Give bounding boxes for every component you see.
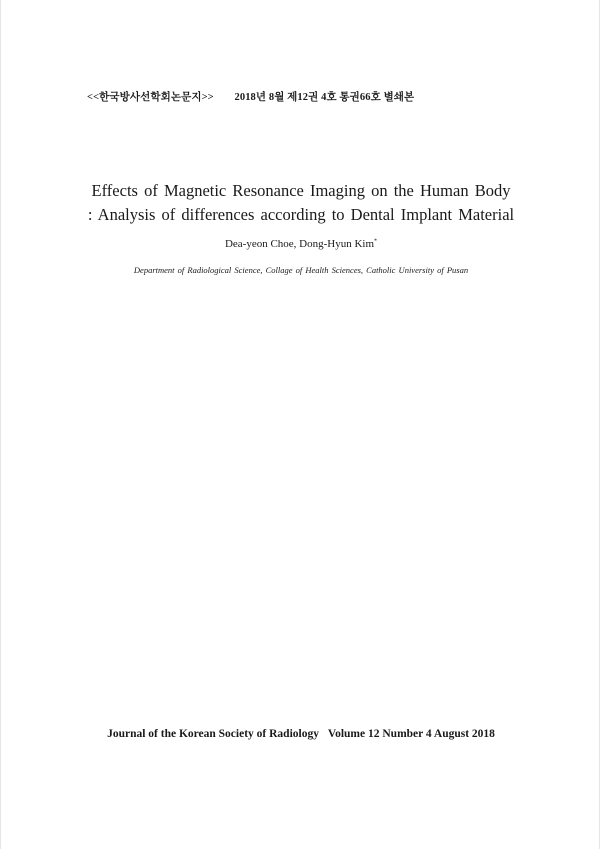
volume-info: Volume 12 Number 4 August 2018 xyxy=(327,728,495,740)
reprint-header xyxy=(87,89,414,104)
title-line-1: Effects of Magnetic Resonance Imaging on the Human Body xyxy=(91,181,511,200)
authors xyxy=(1,238,600,250)
journal-footer xyxy=(1,728,600,740)
corresponding-author-mark: * xyxy=(374,238,378,245)
author-names: Dea-yeon Choe, Dong-Hyun Kim xyxy=(224,238,375,250)
journal-tag: <<한국방사선학회논문지>> xyxy=(87,92,214,103)
title-line-2: : Analysis of differences according to Dental Implant Material xyxy=(87,205,515,224)
journal-name: Journal of the Korean Society of Radiology xyxy=(107,728,319,740)
paper-title xyxy=(1,179,600,227)
issue-info: 2018년 8월 제12권 4호 통권66호 별쇄본 xyxy=(234,92,415,103)
affiliation: Department of Radiological Science, Collage of Health Sciences, Catholic University of Pusan xyxy=(133,265,469,275)
